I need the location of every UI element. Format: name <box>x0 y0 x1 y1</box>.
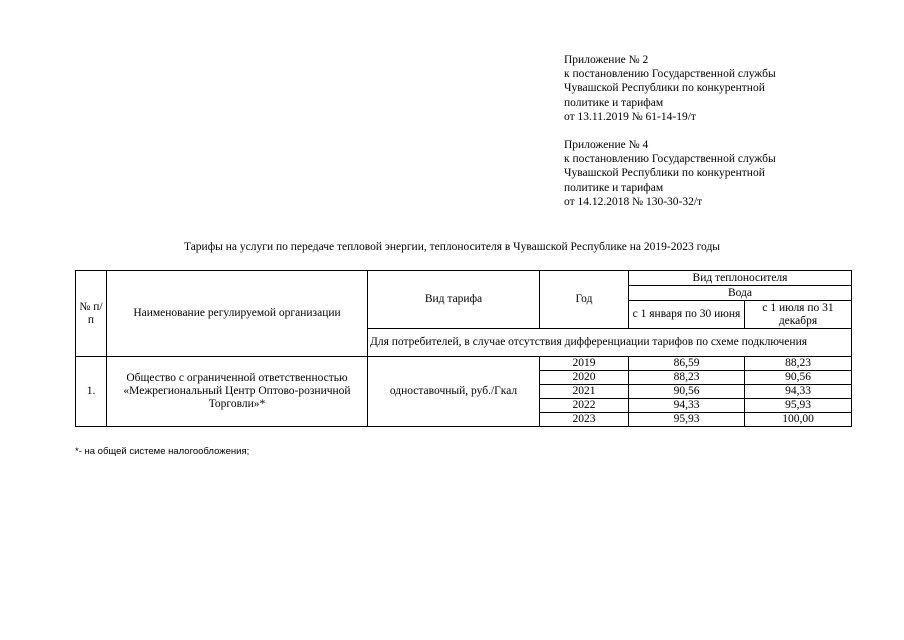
tariff-table <box>75 270 852 427</box>
year-cell: 2022 <box>540 399 629 413</box>
annex-line: Приложение № 2 <box>564 54 649 66</box>
annex-line: политике и тарифам <box>564 181 664 194</box>
tariff-h1-cell: 95,93 <box>629 413 745 427</box>
tariff-h1-cell: 86,59 <box>629 357 745 371</box>
year-cell: 2020 <box>540 371 629 385</box>
annex-block-2 <box>564 138 864 209</box>
header-number: № п/п <box>76 271 107 357</box>
consumer-note: Для потребителей, в случае отсутствия дифференциации тарифов по схеме подключения <box>368 329 852 357</box>
tariff-h2-cell: 88,23 <box>745 357 852 371</box>
tariff-h2-cell: 100,00 <box>745 413 852 427</box>
tariff-h1-cell: 94,33 <box>629 399 745 413</box>
annex-line: Приложение № 4 <box>564 139 649 151</box>
document-title: Тарифы на услуги по передаче тепловой энергии, теплоносителя в Чувашской Республике на 2019-2023 годы <box>183 241 721 253</box>
footnote: *- на общей системе налогообложения; <box>75 446 250 457</box>
header-carrier: Вода <box>629 286 852 301</box>
header-period-2: с 1 июля по 31 декабря <box>745 301 852 329</box>
annex-line: к постановлению Государственной службы <box>564 153 776 166</box>
tariff-h1-cell: 88,23 <box>629 371 745 385</box>
header-tariff-type: Вид тарифа <box>368 271 540 329</box>
tariff-h1-cell: 90,56 <box>629 385 745 399</box>
header-period-1: с 1 января по 30 июня <box>629 301 745 329</box>
annex-line: Чувашской Республики по конкурентной <box>564 167 765 180</box>
header-year: Год <box>540 271 629 329</box>
entry-number: 1. <box>76 357 107 427</box>
annex-line: к постановлению Государственной службы <box>564 68 776 81</box>
annex-line: политике и тарифам <box>564 96 664 109</box>
organization-name: Общество с ограниченной ответственностью «Межрегиональный Центр Оптово-розничной Торговли»* <box>107 357 368 427</box>
header-carrier-type: Вид теплоносителя <box>629 271 852 286</box>
tariff-h2-cell: 90,56 <box>745 371 852 385</box>
header-organization: Наименование регулируемой организации <box>107 271 368 357</box>
annex-line: от 13.11.2019 № 61-14-19/т <box>564 110 696 123</box>
annex-line: от 14.12.2018 № 130-30-32/т <box>564 195 703 208</box>
year-cell: 2021 <box>540 385 629 399</box>
year-cell: 2023 <box>540 413 629 427</box>
tariff-kind: одноставочный, руб./Гкал <box>368 357 540 427</box>
table-row <box>76 357 852 371</box>
annex-block-1 <box>564 53 864 124</box>
tariff-h2-cell: 95,93 <box>745 399 852 413</box>
annex-line: Чувашской Республики по конкурентной <box>564 82 765 95</box>
year-cell: 2019 <box>540 357 629 371</box>
tariff-h2-cell: 94,33 <box>745 385 852 399</box>
